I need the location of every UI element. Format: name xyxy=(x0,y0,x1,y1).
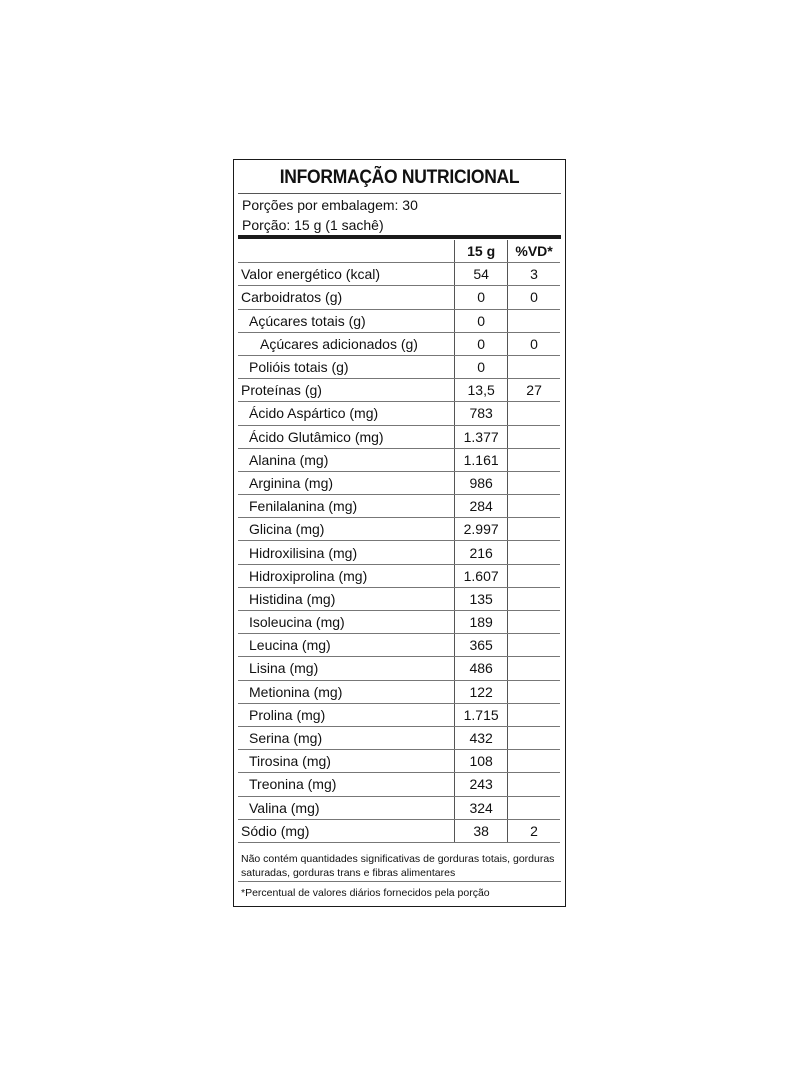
table-row xyxy=(238,263,560,286)
table-row xyxy=(238,518,560,541)
nutrient-name: Tirosina (mg) xyxy=(238,750,455,773)
table-row xyxy=(238,796,560,819)
table-row xyxy=(238,680,560,703)
table-row xyxy=(238,703,560,726)
nutrient-vd xyxy=(508,634,560,657)
nutrient-qty: 1.161 xyxy=(455,448,508,471)
table-row xyxy=(238,750,560,773)
nutrient-vd xyxy=(508,564,560,587)
nutrient-name: Treonina (mg) xyxy=(238,773,455,796)
header-qty: 15 g xyxy=(455,240,508,263)
nutrient-vd xyxy=(508,355,560,378)
table-row xyxy=(238,495,560,518)
nutrient-qty: 0 xyxy=(455,332,508,355)
table-row xyxy=(238,564,560,587)
nutrient-name: Hidroxiprolina (mg) xyxy=(238,564,455,587)
nutrient-vd xyxy=(508,309,560,332)
nutrient-vd: 27 xyxy=(508,379,560,402)
nutrient-vd xyxy=(508,518,560,541)
nutrient-vd: 2 xyxy=(508,819,560,842)
nutrient-qty: 122 xyxy=(455,680,508,703)
nutrient-qty: 486 xyxy=(455,657,508,680)
nutrient-name: Ácido Glutâmico (mg) xyxy=(238,425,455,448)
nutrient-vd xyxy=(508,402,560,425)
table-row xyxy=(238,286,560,309)
nutrient-qty: 189 xyxy=(455,611,508,634)
nutrient-name: Açúcares adicionados (g) xyxy=(238,332,455,355)
nutrient-name: Valor energético (kcal) xyxy=(238,263,455,286)
nutrient-vd xyxy=(508,726,560,749)
nutrient-name: Proteínas (g) xyxy=(238,379,455,402)
servings-per-package: Porções por embalagem: 30 xyxy=(242,197,418,213)
nutrient-qty: 108 xyxy=(455,750,508,773)
footnote-divider xyxy=(238,881,561,882)
nutrient-name: Valina (mg) xyxy=(238,796,455,819)
nutrient-name: Histidina (mg) xyxy=(238,587,455,610)
nutrient-vd xyxy=(508,657,560,680)
nutrient-name: Leucina (mg) xyxy=(238,634,455,657)
nutrient-vd xyxy=(508,796,560,819)
nutrient-vd xyxy=(508,680,560,703)
nutrient-name: Carboidratos (g) xyxy=(238,286,455,309)
nutrient-vd xyxy=(508,587,560,610)
table-row xyxy=(238,332,560,355)
nutrient-vd: 0 xyxy=(508,332,560,355)
table-row xyxy=(238,726,560,749)
nutrient-vd xyxy=(508,611,560,634)
nutrient-name: Metionina (mg) xyxy=(238,680,455,703)
nutrient-name: Prolina (mg) xyxy=(238,703,455,726)
nutrient-vd xyxy=(508,495,560,518)
nutrient-name: Isoleucina (mg) xyxy=(238,611,455,634)
table-row xyxy=(238,611,560,634)
nutrient-name: Sódio (mg) xyxy=(238,819,455,842)
nutrient-qty: 1.607 xyxy=(455,564,508,587)
nutrient-vd xyxy=(508,448,560,471)
table-row xyxy=(238,657,560,680)
nutrient-qty: 1.715 xyxy=(455,703,508,726)
table-header-row xyxy=(238,240,560,263)
nutrient-vd: 3 xyxy=(508,263,560,286)
table-row xyxy=(238,819,560,842)
nutrient-qty: 38 xyxy=(455,819,508,842)
thick-divider xyxy=(238,235,561,239)
nutrient-name: Arginina (mg) xyxy=(238,471,455,494)
nutrient-vd: 0 xyxy=(508,286,560,309)
nutrient-qty: 0 xyxy=(455,286,508,309)
footnote-daily-values: *Percentual de valores diários fornecidos pela porção xyxy=(241,887,490,899)
nutrient-name: Alanina (mg) xyxy=(238,448,455,471)
nutrient-name: Glicina (mg) xyxy=(238,518,455,541)
table-row xyxy=(238,773,560,796)
nutrient-name: Serina (mg) xyxy=(238,726,455,749)
header-vd: %VD* xyxy=(508,240,560,263)
table-row xyxy=(238,379,560,402)
nutrient-qty: 1.377 xyxy=(455,425,508,448)
nutrient-name: Açúcares totais (g) xyxy=(238,309,455,332)
nutrient-qty: 2.997 xyxy=(455,518,508,541)
nutrient-vd xyxy=(508,773,560,796)
nutrient-name: Polióis totais (g) xyxy=(238,355,455,378)
nutrient-qty: 135 xyxy=(455,587,508,610)
header-blank-cell xyxy=(238,240,455,263)
footnote-not-significant: Não contém quantidades significativas de gorduras totais, gorduras saturadas, gorduras trans e fibras alimentares xyxy=(241,853,555,879)
nutrient-qty: 986 xyxy=(455,471,508,494)
table-row xyxy=(238,355,560,378)
nutrient-qty: 432 xyxy=(455,726,508,749)
table-row xyxy=(238,471,560,494)
nutrient-vd xyxy=(508,541,560,564)
nutrient-qty: 216 xyxy=(455,541,508,564)
nutrient-qty: 365 xyxy=(455,634,508,657)
table-row xyxy=(238,541,560,564)
nutrient-qty: 324 xyxy=(455,796,508,819)
nutrient-name: Ácido Aspártico (mg) xyxy=(238,402,455,425)
table-row xyxy=(238,587,560,610)
serving-size: Porção: 15 g (1 sachê) xyxy=(242,217,384,233)
table-row xyxy=(238,425,560,448)
nutrient-name: Lisina (mg) xyxy=(238,657,455,680)
nutrient-vd xyxy=(508,750,560,773)
nutrition-table xyxy=(238,240,560,843)
nutrient-vd xyxy=(508,425,560,448)
table-row xyxy=(238,448,560,471)
nutrient-qty: 13,5 xyxy=(455,379,508,402)
nutrient-name: Hidroxilisina (mg) xyxy=(238,541,455,564)
nutrient-qty: 243 xyxy=(455,773,508,796)
label-title: INFORMAÇÃO NUTRICIONAL xyxy=(279,167,520,188)
nutrient-qty: 284 xyxy=(455,495,508,518)
table-row xyxy=(238,402,560,425)
nutrient-qty: 0 xyxy=(455,355,508,378)
nutrient-vd xyxy=(508,703,560,726)
nutrient-vd xyxy=(508,471,560,494)
nutrient-qty: 783 xyxy=(455,402,508,425)
nutrient-qty: 54 xyxy=(455,263,508,286)
nutrient-name: Fenilalanina (mg) xyxy=(238,495,455,518)
table-row xyxy=(238,309,560,332)
nutrition-facts-label xyxy=(233,159,566,907)
nutrient-qty: 0 xyxy=(455,309,508,332)
title-divider xyxy=(238,193,561,194)
table-row xyxy=(238,634,560,657)
